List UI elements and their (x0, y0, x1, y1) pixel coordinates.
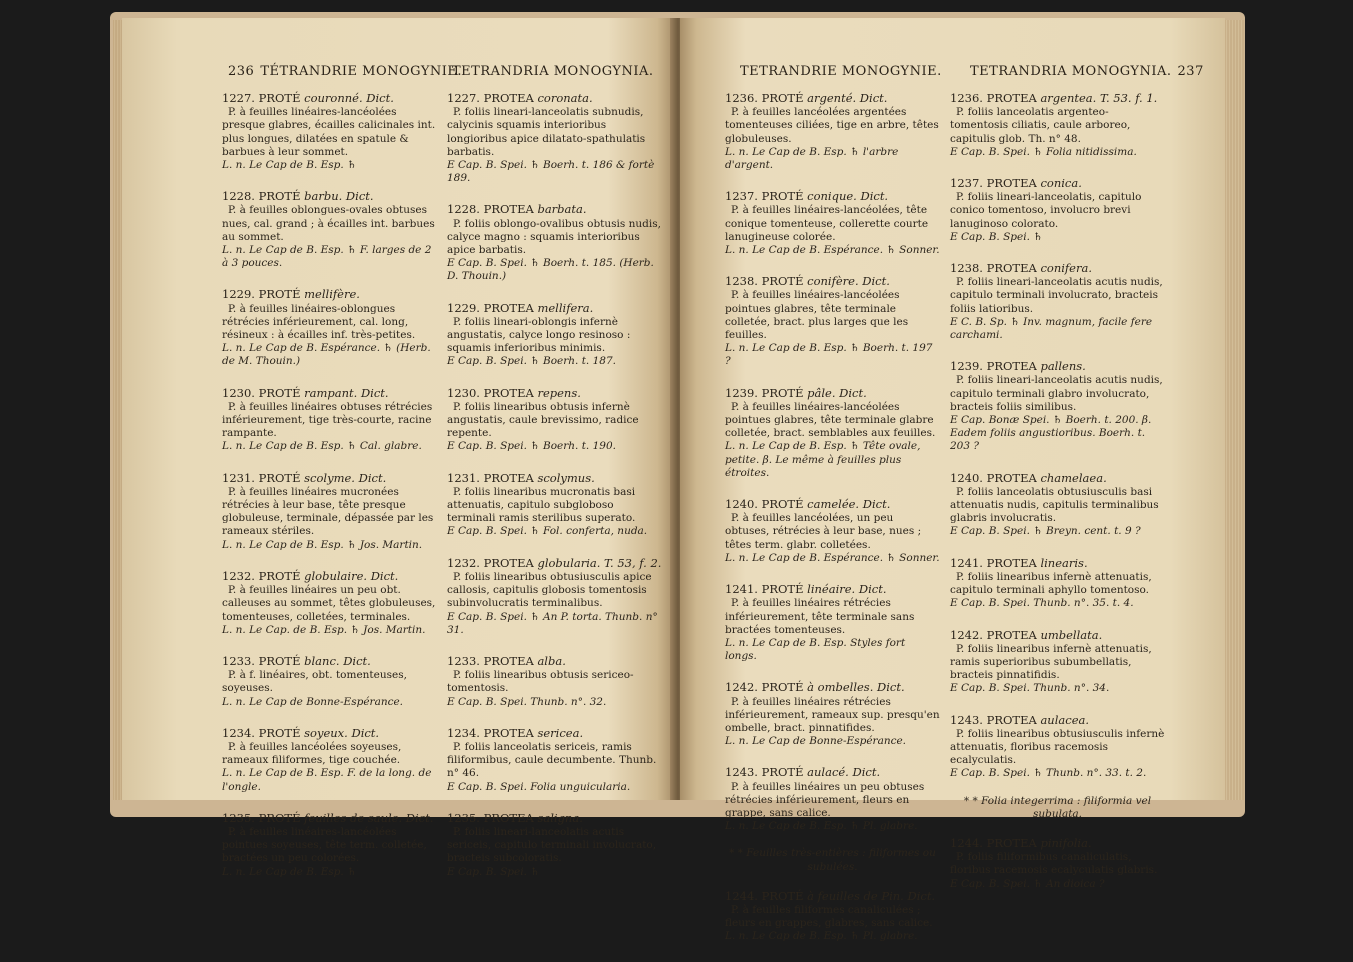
species-name: mellifera. (537, 300, 594, 315)
entry-source: E Cap. Bonæ Spei. ♄ Boerh. t. 200. β. Eadem foliis angustioribus. Boerh. t. 203 ? (950, 414, 1152, 453)
species-name: argenté. Dict. (807, 91, 888, 105)
entry-heading (222, 570, 437, 583)
species-entry (222, 570, 437, 637)
species-entry (447, 387, 662, 454)
entry-source: L. n. Le Cap de Bonne-Espérance. (725, 735, 907, 748)
entry-description: P. foliis lineari-lanceolatis, capitulo conico tomentoso, involucro brevi lanuginoso colorato. (950, 191, 1142, 230)
entry-description: P. à feuilles oblongues-ovales obtuses nues, cal. grand ; à écailles int. barbues au sommet. (222, 204, 435, 243)
species-entry (950, 177, 1165, 244)
genus-name: PROTEA (483, 653, 534, 668)
entry-number: 1236. (950, 91, 983, 105)
entry-heading (222, 655, 437, 668)
entry-heading (950, 629, 1165, 642)
entry-heading (725, 681, 940, 694)
entry-number: 1228. (222, 189, 255, 204)
entry-description: P. à feuilles linéaires obtuses rétrécies inférieurement, tige très-courte, racine rampante. (222, 400, 433, 440)
entry-heading (725, 583, 940, 596)
genus-name: PROTEA (483, 300, 534, 315)
right-page (680, 18, 1225, 943)
entry-description: P. foliis linearibus infernè attenuatis, capitulo terminali aphyllo tomentoso. (950, 570, 1152, 597)
genus-name: PROTÉ (258, 725, 301, 740)
column-french-left (222, 92, 437, 897)
entry-description: P. à feuilles linéaires-lancéolées pointues glabres, tête terminale glabre colletée, bract. semblables aux feuilles. (725, 400, 936, 440)
entry-source: E Cap. B. Spei. ♄ Fol. conferta, nuda. (447, 525, 648, 538)
entry-heading (950, 92, 1165, 105)
entry-heading (447, 472, 662, 485)
species-name: conifera. (1040, 261, 1092, 276)
entry-heading (222, 727, 437, 740)
species-entry (950, 472, 1165, 539)
entry-source: L. n. Le Cap de B. Esp. ♄ Cal. glabre. (222, 440, 422, 453)
species-name: umbellata. (1040, 627, 1103, 642)
entry-description: P. à feuilles linéaires-lancéolées, tête conique tomenteuse, collerette courte lanugineuse colorée. (725, 204, 929, 243)
entry-number: 1241. (950, 555, 983, 570)
species-name: feuilles de saule. Dict. (304, 810, 434, 825)
entry-heading (725, 890, 940, 903)
entry-heading (222, 92, 437, 105)
genus-name: PROTEA (483, 810, 534, 825)
entry-heading (222, 387, 437, 400)
entry-description: P. à feuilles linéaires rétrécies inférieurement, tête terminale sans bractées tomenteuses. (725, 597, 915, 636)
entry-source: E Cap. B. Spei. ♄ Folia nitidissima. (950, 145, 1137, 158)
entry-description: P. à f. linéaires, obt. tomenteuses, soyeuses. (222, 669, 407, 695)
entry-number: 1238. (725, 274, 758, 289)
entry-number: 1235. (222, 810, 255, 825)
species-entry (222, 655, 437, 709)
species-name: couronné. Dict. (304, 91, 394, 105)
species-name: pinifolia. (1040, 835, 1092, 850)
species-name: repens. (537, 385, 581, 400)
genus-name: PROTÉ (761, 888, 804, 903)
entry-heading (447, 812, 662, 825)
entry-heading (447, 655, 662, 668)
species-name: pallens. (1040, 359, 1086, 374)
genus-name: PROTÉ (761, 680, 804, 695)
species-name: globulaire. Dict. (304, 568, 399, 583)
entry-heading (950, 177, 1165, 190)
entry-description: P. à feuilles linéaires-lancéolées presque glabres, écailles calicinales int. plus longues, dilatées en spatule & barbues à leur sommet. (222, 106, 436, 158)
entry-heading (447, 92, 662, 105)
entry-description: P. foliis linearibus obtusis infernè angustatis, caule brevissimo, radice repente. (447, 400, 639, 440)
genus-name: PROTEA (986, 176, 1037, 191)
entry-description: P. foliis lineari-lanceolatis subnudis, calycinis squamis interioribus longioribus apice dilatato-spathulatis barbatis. (447, 106, 646, 158)
entry-source: E Cap. B. Spei. Thunb. n°. 32. (447, 695, 607, 708)
entry-description: P. à feuilles lancéolées argentées tomenteuses ciliées, tige en arbre, têtes globuleuses. (725, 106, 939, 145)
right-header-latin: TETRANDRIA MONOGYNIA. (970, 64, 1172, 79)
species-entry (725, 387, 940, 480)
entry-source: E Cap. B. Spei. ♄ Boerh. t. 186 & fortè 189. (447, 159, 655, 185)
entry-heading (447, 302, 662, 315)
entry-heading (447, 203, 662, 216)
entry-heading (447, 557, 662, 570)
entry-description: P. foliis filiformibus canaliculatis, floribus racemosis ecalyculatis glabris. (950, 851, 1158, 877)
entry-heading (950, 714, 1165, 727)
species-entry (950, 714, 1165, 781)
entry-number: 1233. (447, 653, 480, 668)
species-name: linearis. (1040, 555, 1088, 570)
entry-description: P. à feuilles linéaires un peu obt. calleuses au sommet, têtes globuleuses, tomenteuses, colletées, terminales. (222, 584, 436, 623)
species-entry (725, 190, 940, 257)
entry-heading (950, 472, 1165, 485)
species-entry (950, 262, 1165, 342)
left-page (122, 18, 674, 878)
entry-number: 1229. (447, 300, 480, 315)
species-name: barbata. (537, 202, 587, 217)
species-name: sericea. (537, 725, 584, 740)
left-header-latin: TETRANDRIA MONOGYNIA. (452, 64, 654, 79)
entry-number: 1243. (725, 765, 758, 780)
entry-description: P. foliis lineari-oblongis infernè angustatis, calyce longo resinoso : squamis inferioribus minimis. (447, 315, 631, 355)
entry-number: 1229. (222, 287, 255, 302)
species-name: rampant. Dict. (304, 385, 389, 400)
species-name: soyeux. Dict. (304, 725, 380, 740)
species-entry (222, 190, 437, 270)
entry-heading (725, 275, 940, 288)
entry-source: E Cap. B. Spei. ♄ Boerh. t. 187. (447, 355, 616, 368)
entry-description: P. foliis linearibus obtusiusculis apice callosis, capitulis globosis tomentosis subinvolucratis terminalibus. (447, 570, 652, 610)
entry-description: P. à feuilles linéaires-lancéolées pointues soyeuses, tête term. colletée, bractées un peu colorées. (222, 825, 427, 865)
entry-number: 1242. (950, 627, 983, 642)
species-name: à ombelles. Dict. (807, 680, 905, 695)
genus-name: PROTÉ (258, 385, 301, 400)
entry-heading (950, 557, 1165, 570)
species-entry (447, 557, 662, 637)
entry-number: 1228. (447, 202, 480, 217)
species-name: pâle. Dict. (807, 385, 867, 400)
entry-description: P. foliis lineari-lanceolatis acutis nudis, capitulo terminali involucrato, bracteis foliis latioribus. (950, 276, 1163, 315)
entry-description: P. à feuilles linéaires rétrécies inférieurement, rameaux sup. presqu'en ombelle, bract. pinnatifides. (725, 695, 940, 734)
entry-source: L. n. Le Cap. de B. Esp. ♄ Jos. Martin. (222, 623, 426, 636)
entry-source: L. n. Le Cap de B. Espérance. ♄ Sonner. (725, 551, 940, 564)
page-edges-right (1222, 20, 1244, 800)
entry-heading (447, 387, 662, 400)
entry-heading (222, 190, 437, 203)
entry-source: E Cap. B. Spei. Folia unguicularia. (447, 780, 631, 793)
genus-name: PROTÉ (761, 765, 804, 780)
species-name: conique. Dict. (807, 189, 889, 204)
entry-source: L. n. Le Cap de B. Esp. ♄ (222, 865, 357, 878)
entry-description: P. foliis linearibus mucronatis basi attenuatis, capitulo subgloboso terminali ramis sterilibus superato. (447, 485, 636, 525)
entry-heading (950, 360, 1165, 373)
genus-name: PROTEA (986, 712, 1037, 727)
entry-number: 1237. (725, 189, 758, 204)
species-name: argentea. T. 53. f. 1. (1040, 91, 1158, 105)
entry-number: 1230. (447, 385, 480, 400)
species-entry (447, 203, 662, 283)
entry-number: 1232. (447, 555, 480, 570)
species-name: linéaire. Dict. (807, 582, 887, 597)
genus-name: PROTEA (483, 91, 534, 105)
species-entry (222, 727, 437, 794)
species-entry (222, 472, 437, 552)
entry-number: 1240. (725, 497, 758, 512)
genus-name: PROTEA (986, 359, 1037, 374)
genus-name: PROTEA (986, 470, 1037, 485)
species-entry (725, 275, 940, 368)
entry-description: P. à feuilles filiformes canaliculées ; fleurs en grappes, glabres, sans calice. (725, 903, 933, 930)
column-latin-right (950, 92, 1165, 909)
genus-name: PROTÉ (258, 810, 301, 825)
entry-description: P. foliis lineari-lanceolatis acutis nudis, capitulo terminali glabro involucrato, bracteis foliis similibus. (950, 374, 1163, 413)
species-name: à feuilles de Pin. Dict. (807, 888, 936, 903)
species-entry (950, 837, 1165, 891)
species-entry (950, 629, 1165, 696)
genus-name: PROTÉ (258, 568, 301, 583)
entry-description: P. foliis lanceolatis sericeis, ramis filiformibus, caule decumbente. Thunb. n° 46. (447, 740, 657, 780)
entry-description: P. foliis lanceolatis argenteo-tomentosis ciliatis, caule arboreo, capitulis glob. Th. n° 48. (950, 106, 1131, 145)
entry-description: P. à feuilles lancéolées soyeuses, rameaux filiformes, tige couchée. (222, 740, 402, 767)
entry-source: E Cap. B. Spei. ♄ (950, 230, 1043, 243)
entry-description: P. à feuilles lancéolées, un peu obtuses, rétrécies à leur base, nues ; têtes term. glabr. colletées. (725, 512, 922, 551)
section-note: * * Folia integerrima : filiformia vel subulata. (963, 794, 1152, 820)
entry-source: L. n. Le Cap de B. Esp. ♄ Boerh. t. 197 ? (725, 342, 933, 368)
entry-number: 1238. (950, 261, 983, 276)
genus-name: PROTEA (986, 91, 1037, 105)
entry-source: L. n. Le Cap de B. Esp. ♄ Pl. glabre. (725, 930, 918, 943)
genus-name: PROTEA (986, 555, 1037, 570)
species-name: scolyme. Dict. (304, 470, 387, 485)
species-entry (725, 681, 940, 748)
entry-number: 1237. (950, 176, 983, 191)
entry-number: 1244. (725, 888, 758, 903)
entry-heading (725, 190, 940, 203)
species-entry (725, 583, 940, 663)
species-entry (222, 387, 437, 454)
genus-name: PROTEA (483, 725, 534, 740)
entry-heading (725, 766, 940, 779)
genus-name: PROTEA (986, 835, 1037, 850)
entry-heading (222, 288, 437, 301)
entry-heading (725, 92, 940, 105)
entry-source: L. n. Le Cap de B. Esp. ♄ Jos. Martin. (222, 538, 423, 551)
entry-heading (222, 472, 437, 485)
species-entry (222, 92, 437, 172)
entry-number: 1231. (222, 470, 255, 485)
entry-heading (222, 812, 437, 825)
species-entry (222, 812, 437, 879)
genus-name: PROTEA (986, 261, 1037, 276)
entry-source: L. n. Le Cap de B. Esp. ♄ (222, 159, 357, 172)
species-entry (725, 766, 940, 833)
species-entry (447, 655, 662, 709)
entry-description: P. foliis lineari-lanceolatis acutis sericeis, capitulo terminali involucrato, bracteis subcoloratis. (447, 825, 657, 865)
species-entry (725, 92, 940, 172)
entry-source: E Cap. B. Spei. Thunb. n°. 35. t. 4. (950, 597, 1134, 610)
left-running-header (222, 64, 462, 79)
genus-name: PROTÉ (761, 497, 804, 512)
genus-name: PROTEA (483, 555, 534, 570)
species-name: globularia. T. 53, f. 2. (537, 555, 662, 570)
species-entry (447, 727, 662, 794)
entry-description: P. foliis oblongo-ovalibus obtusis nudis, calyce magno : squamis interioribus apice barbatis. (447, 217, 661, 257)
species-entry (447, 92, 662, 185)
species-name: saligna. (537, 810, 583, 825)
entry-heading (725, 498, 940, 511)
genus-name: PROTÉ (761, 189, 804, 204)
entry-source: L. n. Le Cap de B. Esp. ♄ l'arbre d'argent. (725, 145, 899, 172)
entry-source: E Cap. B. Spei. ♄ An P. torta. Thunb. n° 31. (447, 610, 658, 636)
entry-heading (950, 837, 1165, 850)
entry-number: 1234. (222, 725, 255, 740)
genus-name: PROTEA (483, 202, 534, 217)
species-entry (447, 472, 662, 539)
entry-source: E C. B. Sp. ♄ Inv. magnum, facile fere carchami. (950, 315, 1153, 342)
entry-number: 1240. (950, 470, 983, 485)
genus-name: PROTÉ (761, 91, 804, 105)
right-page-number: 237 (1177, 64, 1204, 79)
species-name: camelée. Dict. (807, 497, 891, 512)
entry-source: L. n. Le Cap de B. Espérance. ♄ (Herb. de M. Thouin.) (222, 342, 431, 368)
species-name: mellifère. (304, 287, 360, 302)
entry-number: 1231. (447, 470, 480, 485)
entry-source: E Cap. B. Spei. ♄ Thunb. n°. 33. t. 2. (950, 767, 1147, 780)
entry-source: L. n. Le Cap de B. Espérance. ♄ Sonner. (725, 244, 940, 257)
entry-number: 1236. (725, 91, 758, 105)
left-page-number: 236 (228, 64, 255, 79)
entry-number: 1235. (447, 810, 480, 825)
entry-source: E Cap. B. Spei. ♄ Breyn. cent. t. 9 ? (950, 525, 1141, 538)
species-entry (950, 360, 1165, 453)
species-entry (222, 288, 437, 368)
entry-description: P. foliis linearibus obtusiusculis infernè attenuatis, floribus racemosis ecalyculatis. (950, 727, 1165, 767)
column-french-right (725, 92, 940, 962)
entry-heading (950, 262, 1165, 275)
species-entry (447, 302, 662, 369)
entry-number: 1243. (950, 712, 983, 727)
entry-heading (725, 387, 940, 400)
entry-source: L. n. Le Cap de B. Esp. ♄ Pl. glabre. (725, 820, 918, 833)
genus-name: PROTÉ (258, 653, 301, 668)
genus-name: PROTEA (483, 385, 534, 400)
entry-number: 1233. (222, 653, 255, 668)
right-running-header (970, 64, 1210, 79)
genus-name: PROTÉ (761, 274, 804, 289)
entry-description: P. foliis linearibus obtusis sericeo-tomentosis. (447, 669, 634, 695)
entry-number: 1227. (222, 91, 255, 105)
entry-description: P. foliis linearibus infernè attenuatis, ramis superioribus subumbellatis, bracteis pinnatifidis. (950, 642, 1152, 682)
entry-source: E Cap. B. Spei. ♄ Boerh. t. 185. (Herb. D. Thouin.) (447, 257, 654, 283)
section-note: * * Feuilles très-entières : filiformes ou subulées. (729, 847, 936, 873)
entry-number: 1239. (950, 359, 983, 374)
left-header-french: TÉTRANDRIE MONOGYNIE. (260, 64, 463, 79)
species-entry (950, 92, 1165, 159)
genus-name: PROTÉ (258, 470, 301, 485)
species-name: conica. (1040, 176, 1082, 191)
genus-name: PROTÉ (761, 385, 804, 400)
entry-number: 1239. (725, 385, 758, 400)
species-name: aulacé. Dict. (807, 765, 881, 780)
genus-name: PROTÉ (258, 91, 301, 105)
entry-description: P. à feuilles linéaires mucronées rétrécies à leur base, tête presque globuleuse, terminale, dépassée par les rameaux stériles. (222, 485, 434, 538)
species-name: chamelaea. (1040, 470, 1107, 485)
entry-number: 1242. (725, 680, 758, 695)
entry-source: E Cap. B. Spei. ♄ An dioica ? (950, 877, 1105, 890)
entry-number: 1227. (447, 91, 480, 105)
entry-number: 1234. (447, 725, 480, 740)
species-name: coronata. (537, 91, 593, 105)
genus-name: PROTÉ (258, 287, 301, 302)
species-entry (725, 890, 940, 944)
entry-source: L. n. Le Cap de B. Esp. ♄ F. larges de 2 à 3 pouces. (222, 244, 432, 270)
entry-source: L. n. Le Cap de B. Esp. ♄ Tête ovale, petite. β. Le même à feuilles plus étroites. (725, 440, 921, 479)
entry-source: L. n. Le Cap de B. Esp. Styles fort longs. (725, 636, 906, 663)
entry-source: E Cap. B. Spei. ♄ Boerh. t. 190. (447, 440, 616, 453)
entry-description: P. foliis lanceolatis obtusiusculis basi attenuatis nudis, capitulis terminalibus glabris involucratis. (950, 485, 1159, 525)
entry-number: 1244. (950, 835, 983, 850)
entry-heading (447, 727, 662, 740)
entry-source: L. n. Le Cap de B. Esp. F. de la long. de l'ongle. (222, 767, 432, 793)
right-header-french: TETRANDRIE MONOGYNIE. (740, 64, 942, 79)
species-entry (447, 812, 662, 879)
species-name: conifère. Dict. (807, 274, 890, 289)
entry-description: P. à feuilles linéaires-lancéolées pointues glabres, tête terminale colletée, bract. plus larges que les feuilles. (725, 289, 909, 342)
entry-number: 1241. (725, 582, 758, 597)
species-name: aulacea. (1040, 712, 1090, 727)
genus-name: PROTÉ (761, 582, 804, 597)
entry-number: 1230. (222, 385, 255, 400)
species-entry (725, 498, 940, 565)
species-name: blanc. Dict. (304, 653, 371, 668)
column-latin-left (447, 92, 662, 897)
species-name: barbu. Dict. (304, 189, 374, 204)
entry-source: E Cap. B. Spei. Thunb. n°. 34. (950, 682, 1110, 695)
entry-number: 1232. (222, 568, 255, 583)
entry-description: P. à feuilles linéaires-oblongues rétrécies inférieurement, cal. long, résineux : à écailles inf. très-petites. (222, 302, 416, 342)
species-name: alba. (537, 653, 566, 668)
entry-description: P. à feuilles linéaires un peu obtuses rétrécies inférieurement, fleurs en grappe, sans calice. (725, 780, 925, 819)
entry-source: L. n. Le Cap de Bonne-Espérance. (222, 695, 404, 708)
genus-name: PROTEA (483, 470, 534, 485)
species-entry (950, 557, 1165, 611)
genus-name: PROTÉ (258, 189, 301, 204)
genus-name: PROTEA (986, 627, 1037, 642)
entry-source: E Cap. B. Spei. ♄ (447, 865, 540, 878)
species-name: scolymus. (537, 470, 595, 485)
